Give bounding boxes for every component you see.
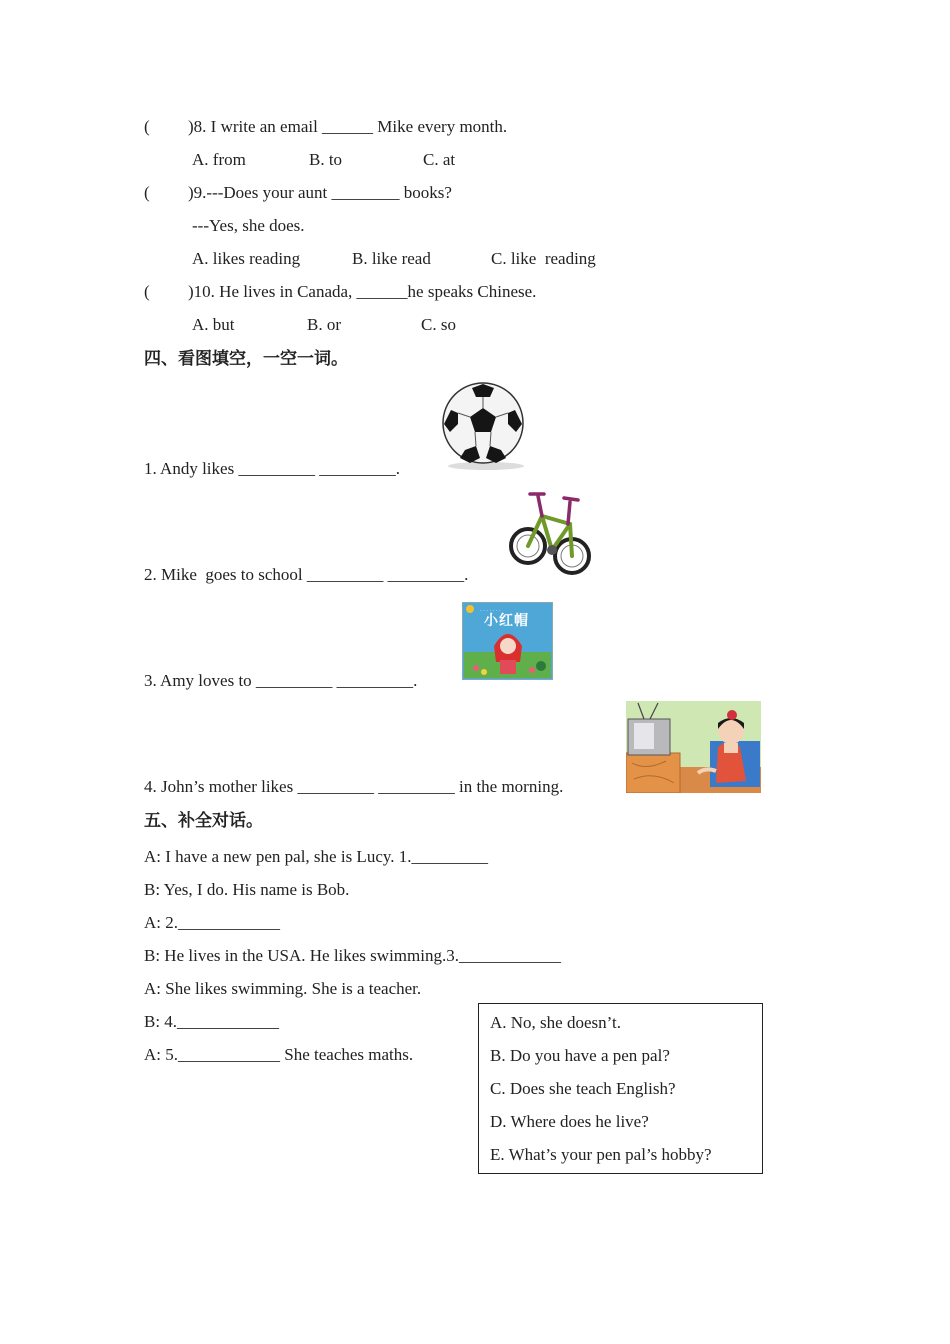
choice-b: B. Do you have a pen pal? [490, 1046, 670, 1065]
dialogue-line-7: A: 5.____________ She teaches maths. [144, 1045, 414, 1064]
question-9-stem: )9.---Does your aunt ________ books? [188, 183, 452, 202]
storybook-title: 小红帽 [484, 613, 529, 629]
section-4-heading: 四、看图填空，一空一词。 [144, 349, 348, 369]
soccer-ball-picture [440, 380, 532, 472]
question-9-paren: ( [144, 183, 150, 202]
question-10-stem: )10. He lives in Canada, ______he speaks Chinese. [188, 282, 537, 301]
dialogue-line-3: A: 2.____________ [144, 913, 280, 932]
q9-option-c: C. like reading [491, 249, 596, 268]
q8-option-b: B. to [309, 150, 343, 169]
section-5-heading: 五、补全对话。 [144, 811, 263, 831]
picture-item-4: 4. John’s mother likes _________ _________ in the morning. [144, 777, 564, 796]
q9-option-a: A. likes reading [192, 249, 301, 268]
picture-item-1: 1. Andy likes _________ _________. [144, 459, 400, 478]
q8-option-a: A. from [192, 150, 246, 169]
dialogue-line-6: B: 4.____________ [144, 1012, 280, 1031]
q10-option-c: C. so [421, 315, 456, 334]
dialogue-line-4: B: He lives in the USA. He likes swimming.3.____________ [144, 946, 561, 965]
choice-c: C. Does she teach English? [490, 1079, 676, 1098]
q10-option-a: A. but [192, 315, 235, 334]
choices-box [478, 1003, 763, 1174]
question-8-paren: ( [144, 117, 150, 136]
picture-item-3: 3. Amy loves to _________ _________. [144, 671, 418, 690]
choice-d: D. Where does he live? [490, 1112, 649, 1131]
dialogue-line-1: A: I have a new pen pal, she is Lucy. 1._________ [144, 847, 489, 866]
picture-item-2: 2. Mike goes to school _________ _________. [144, 565, 469, 584]
question-10-paren: ( [144, 282, 150, 301]
q9-option-b: B. like read [352, 249, 431, 268]
question-9-reply: ---Yes, she does. [192, 216, 305, 235]
dialogue-line-5: A: She likes swimming. She is a teacher. [144, 979, 422, 998]
q10-option-b: B. or [307, 315, 341, 334]
svg-text:· · · · · · ·: · · · · · · · [480, 608, 501, 614]
question-8-stem: )8. I write an email ______ Mike every month. [188, 117, 508, 136]
q8-option-c: C. at [423, 150, 456, 169]
bicycle-picture [508, 486, 594, 582]
choice-e: E. What’s your pen pal’s hobby? [490, 1145, 712, 1164]
dialogue-line-2: B: Yes, I do. His name is Bob. [144, 880, 350, 899]
choice-a: A. No, she doesn’t. [490, 1013, 621, 1032]
woman-watching-tv-picture [626, 701, 761, 793]
